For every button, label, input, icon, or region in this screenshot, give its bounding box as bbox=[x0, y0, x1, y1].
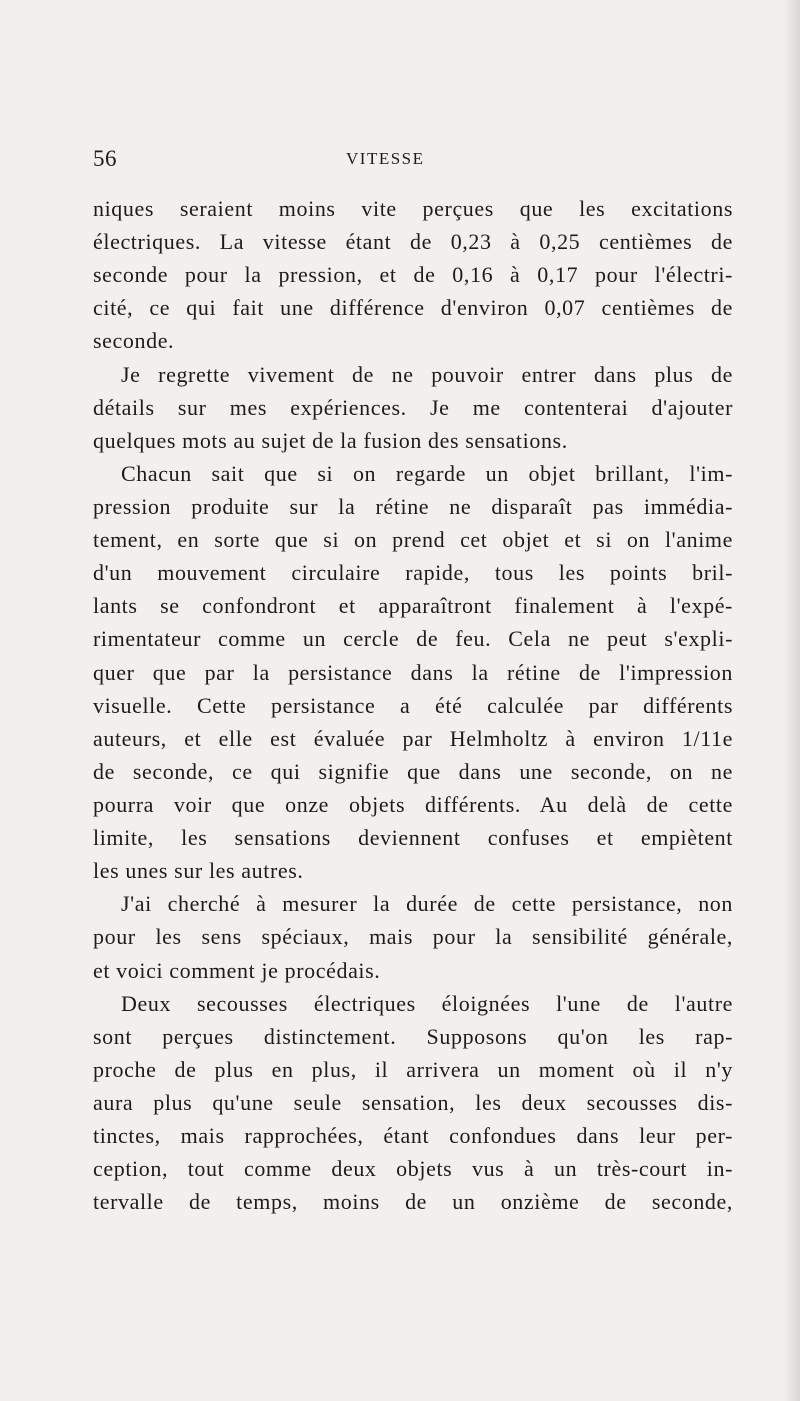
text-line: Chacun sait que si on regarde un objet brillant, l'im- bbox=[121, 460, 733, 486]
text-line: sont perçues distinctement. Supposons qu'on les rap- bbox=[93, 1023, 733, 1049]
page-number: 56 bbox=[93, 146, 117, 171]
text-line: Deux secousses électriques éloignées l'une de l'autre bbox=[121, 990, 733, 1016]
text-line: rimentateur comme un cercle de feu. Cela ne peut s'expli- bbox=[93, 626, 733, 652]
text-line: pour les sens spéciaux, mais pour la sensibilité générale, bbox=[93, 924, 733, 950]
text-line: quer que par la persistance dans la rétine de l'impression bbox=[93, 659, 733, 685]
text-line: seconde. bbox=[93, 328, 175, 354]
body-text bbox=[93, 192, 733, 1218]
text-line: proche de plus en plus, il arrivera un moment où il n'y bbox=[93, 1056, 733, 1082]
text-line: pression produite sur la rétine ne disparaît pas immédia- bbox=[93, 493, 733, 519]
text-line: Je regrette vivement de ne pouvoir entrer dans plus de bbox=[121, 361, 733, 387]
text-line: tervalle de temps, moins de un onzième de seconde, bbox=[93, 1189, 733, 1215]
text-line: seconde pour la pression, et de 0,16 à 0,17 pour l'électri- bbox=[93, 262, 733, 288]
text-line: auteurs, et elle est évaluée par Helmholtz à environ 1/11e bbox=[93, 725, 733, 751]
text-line: niques seraient moins vite perçues que les excitations bbox=[93, 196, 733, 221]
text-line: tement, en sorte que si on prend cet objet et si on l'anime bbox=[93, 527, 733, 553]
text-line: limite, les sensations deviennent confuses et empiètent bbox=[93, 825, 733, 851]
text-line: d'un mouvement circulaire rapide, tous les points bril- bbox=[93, 560, 733, 586]
page-header bbox=[93, 146, 733, 176]
text-line: visuelle. Cette persistance a été calculée par différents bbox=[93, 692, 733, 718]
text-line: aura plus qu'une seule sensation, les deux secousses dis- bbox=[93, 1089, 733, 1115]
text-line: pourra voir que onze objets différents. Au delà de cette bbox=[93, 791, 733, 817]
page-edge-shadow bbox=[782, 0, 800, 1401]
text-line: de seconde, ce qui signifie que dans une seconde, on ne bbox=[93, 758, 733, 784]
text-line: lants se confondront et apparaîtront finalement à l'expé- bbox=[93, 593, 733, 619]
running-head: VITESSE bbox=[346, 149, 425, 168]
text-line: cité, ce qui fait une différence d'environ 0,07 centièmes de bbox=[93, 295, 733, 321]
text-line: ception, tout comme deux objets vus à un très-court in- bbox=[93, 1156, 733, 1182]
text-line: J'ai cherché à mesurer la durée de cette persistance, non bbox=[121, 891, 733, 917]
text-line: tinctes, mais rapprochées, étant confondues dans leur per- bbox=[93, 1123, 733, 1149]
text-line: détails sur mes expériences. Je me contenterai d'ajouter bbox=[93, 394, 733, 420]
text-line: et voici comment je procédais. bbox=[93, 957, 381, 983]
text-line: électriques. La vitesse étant de 0,23 à 0,25 centièmes de bbox=[93, 229, 733, 255]
text-line: quelques mots au sujet de la fusion des sensations. bbox=[93, 427, 568, 453]
text-line: les unes sur les autres. bbox=[93, 858, 304, 884]
